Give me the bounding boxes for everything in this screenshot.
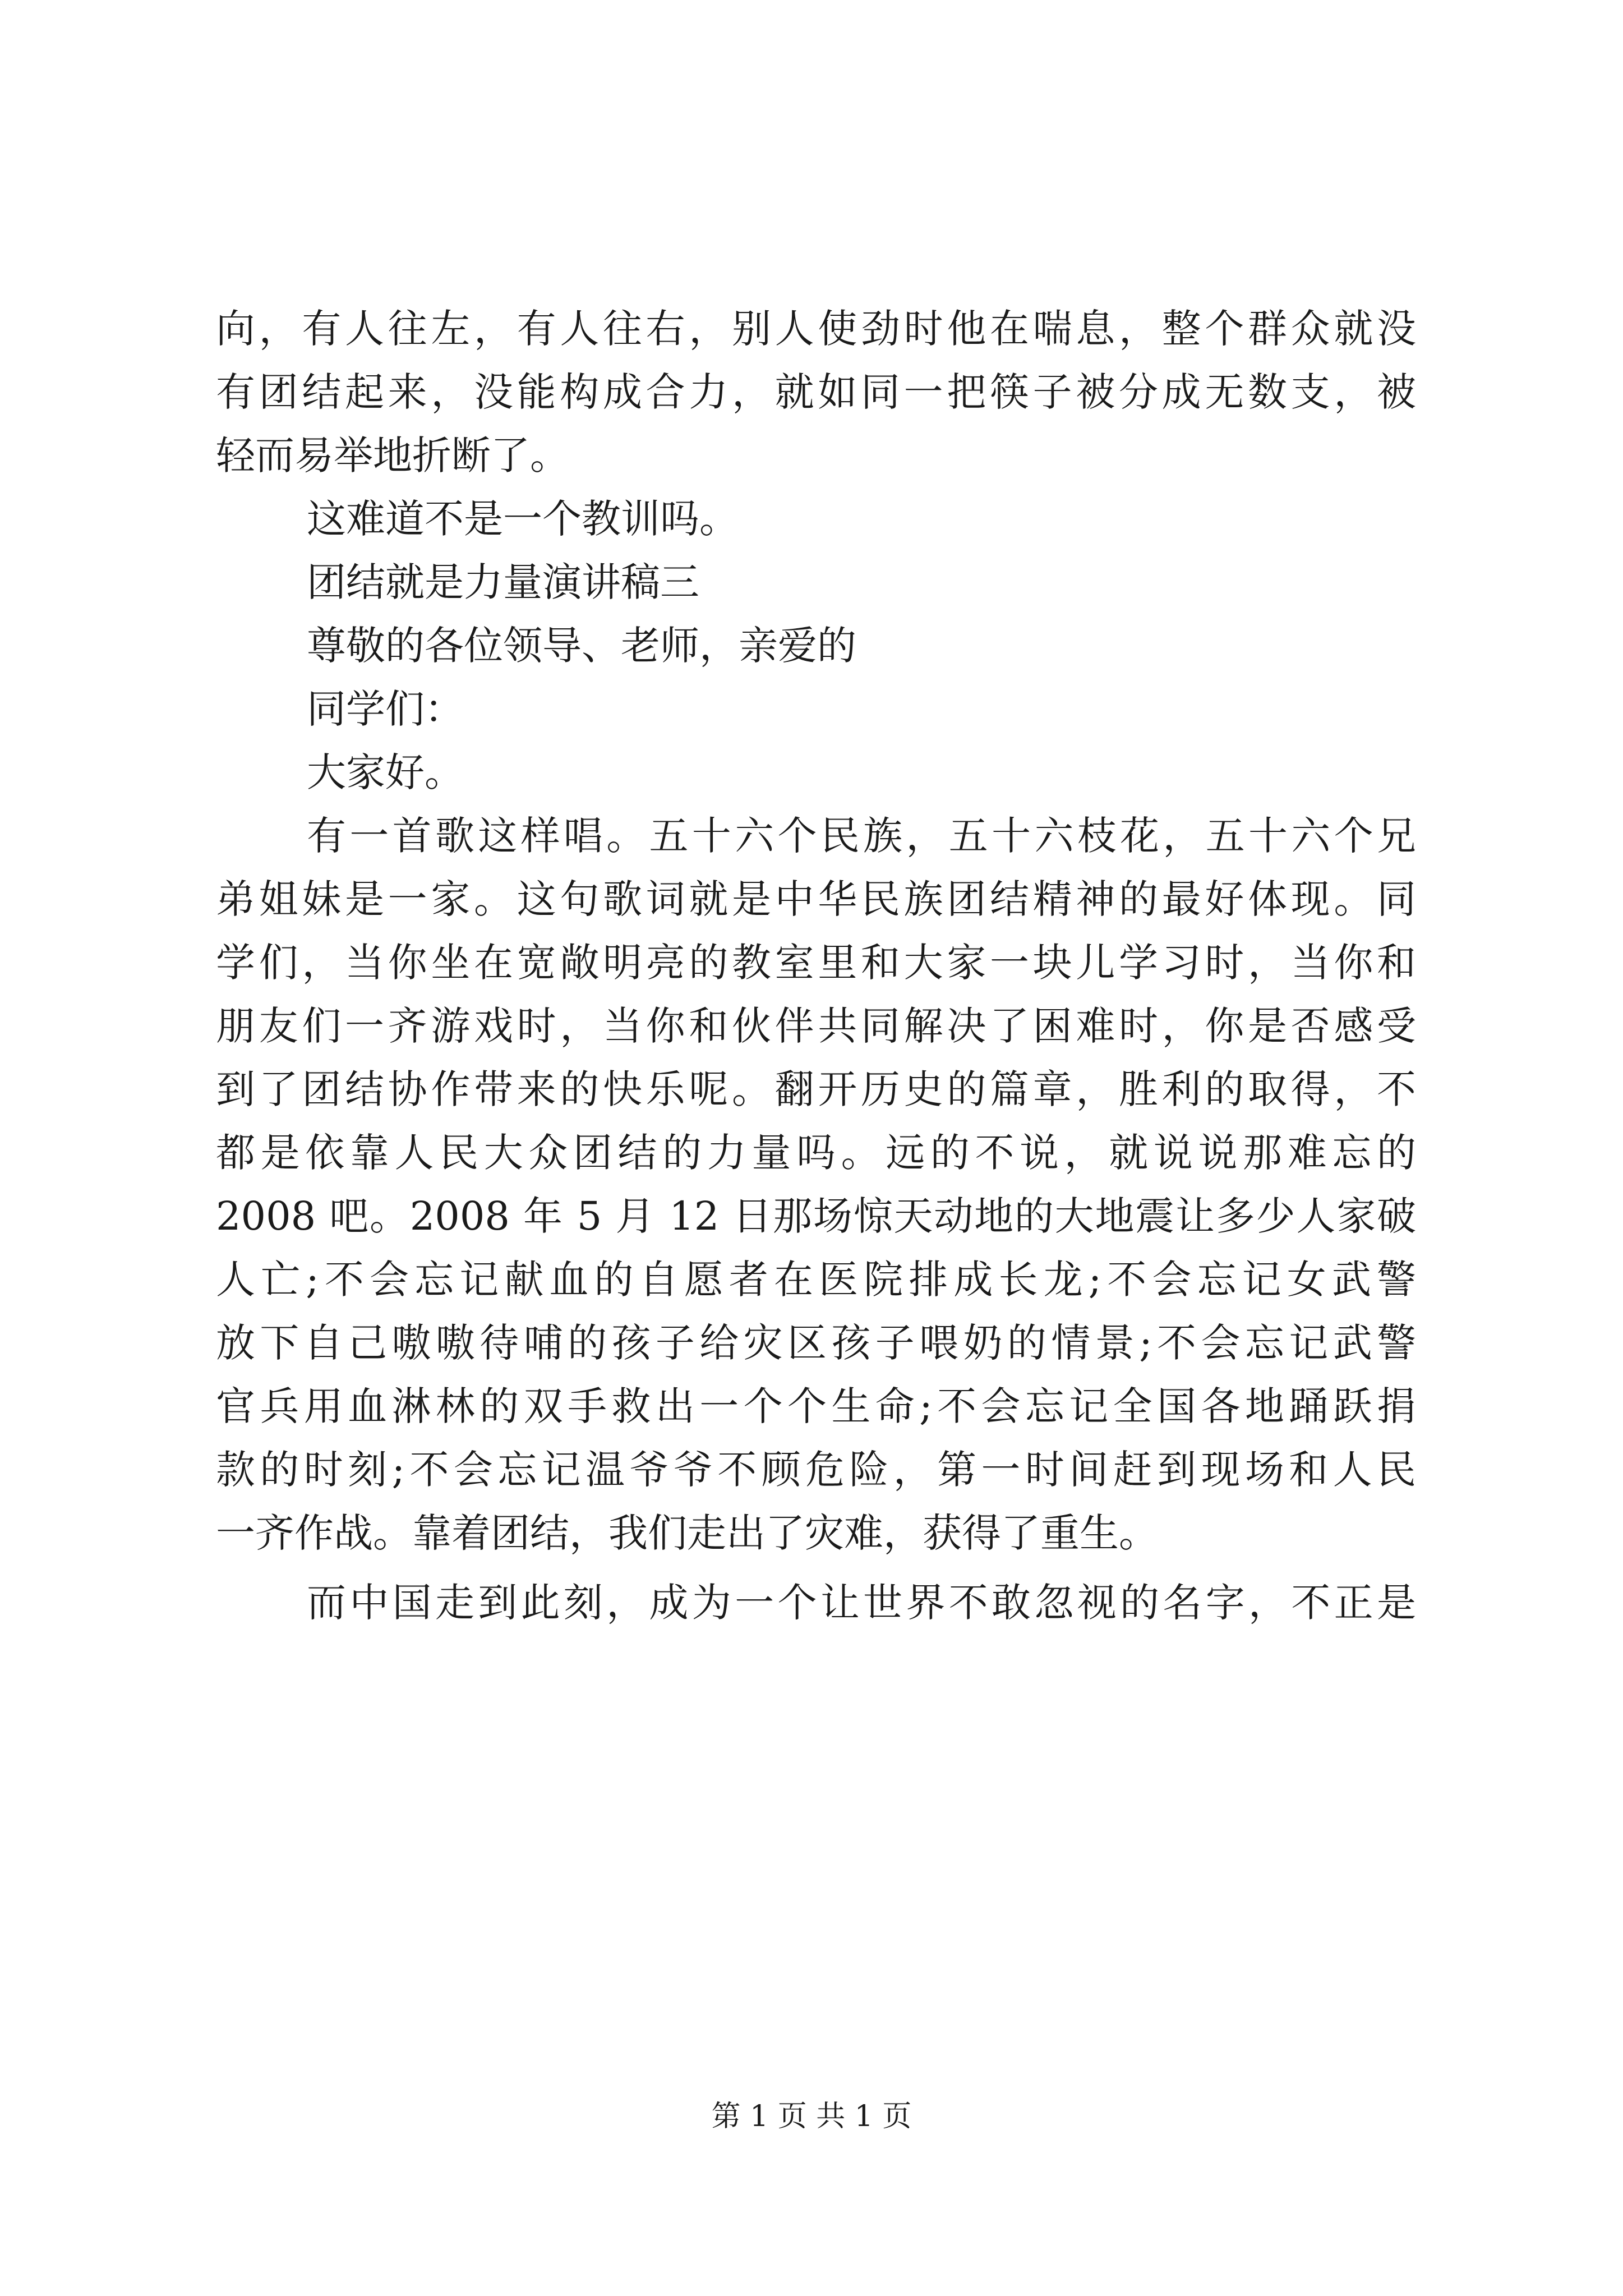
section-title: 团结就是力量演讲稿三	[307, 559, 699, 605]
text-line: 轻而易举地折断了。	[216, 432, 569, 478]
salutation-line: 尊敬的各位领导、老师，亲爱的	[307, 623, 856, 669]
text-line: 人亡;不会忘记献血的自愿者在医院排成长龙;不会忘记女武警	[216, 1257, 1416, 1303]
text-line: 一齐作战。靠着团结，我们走出了灾难，获得了重生。	[216, 1510, 1158, 1556]
text-line: 款的时刻;不会忘记温爷爷不顾危险，第一时间赶到现场和人民	[216, 1447, 1416, 1493]
text-line: 有一首歌这样唱。五十六个民族，五十六枝花，五十六个兄	[307, 813, 1416, 859]
text-line: 而中国走到此刻，成为一个让世界不敢忽视的名字，不正是	[307, 1580, 1416, 1626]
text-line: 这难道不是一个教训吗。	[307, 496, 739, 542]
salutation-line: 同学们：	[307, 686, 464, 732]
text-line: 官兵用血淋林的双手救出一个个生命;不会忘记全国各地踊跃捐	[216, 1383, 1416, 1429]
text-line: 有团结起来，没能构成合力，就如同一把筷子被分成无数支，被	[216, 369, 1416, 415]
page-footer	[0, 2097, 1623, 2136]
text-line: 学们，当你坐在宽敞明亮的教室里和大家一块儿学习时，当你和	[216, 940, 1416, 986]
text-line: 朋友们一齐游戏时，当你和伙伴共同解决了困难时，你是否感受	[216, 1003, 1416, 1049]
greeting-line: 大家好。	[307, 749, 464, 795]
page-number-label: 第 1 页 共 1 页	[711, 2100, 912, 2133]
text-line: 都是依靠人民大众团结的力量吗。远的不说，就说说那难忘的	[216, 1130, 1416, 1176]
text-line: 弟姐妹是一家。这句歌词就是中华民族团结精神的最好体现。同	[216, 876, 1416, 922]
text-line: 到了团结协作带来的快乐呢。翻开历史的篇章，胜利的取得，不	[216, 1066, 1416, 1112]
text-line: 放下自己嗷嗷待哺的孩子给灾区孩子喂奶的情景;不会忘记武警	[216, 1320, 1416, 1366]
text-line: 向，有人往左，有人往右，别人使劲时他在喘息，整个群众就没	[216, 306, 1416, 352]
document-body	[216, 297, 1416, 1635]
text-line: 2008 吧。2008 年 5 月 12 日那场惊天动地的大地震让多少人家破	[216, 1193, 1416, 1239]
